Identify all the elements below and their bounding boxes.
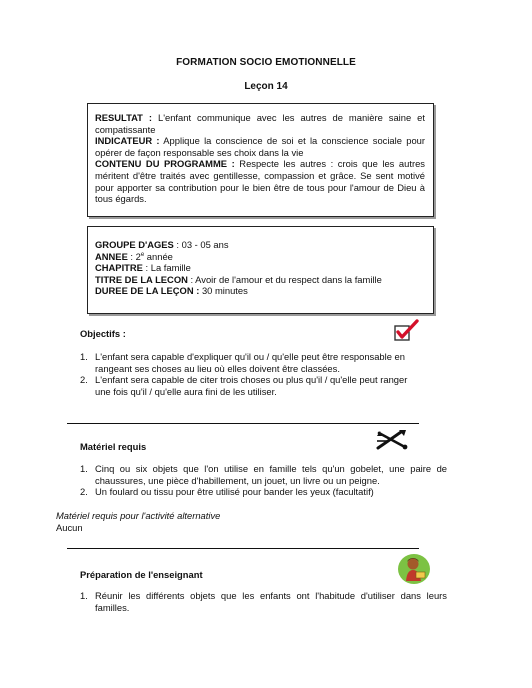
list-item <box>80 590 447 613</box>
teacher-icon <box>397 553 431 585</box>
list-text: Un foulard ou tissu pour être utilisé pour bander les yeux (facultatif) <box>95 486 374 498</box>
checkbox-check-icon <box>393 318 421 344</box>
resultat-line <box>95 112 425 135</box>
groupe-line <box>95 239 425 251</box>
list-number: 2. <box>80 374 88 386</box>
preparation-heading: Préparation de l'enseignant <box>80 569 203 580</box>
list-text: L'enfant sera capable de citer trois choses ou plus qu'il / qu'elle peut ranger une fois qu'il / qu'elle aura fini de les utiliser. <box>95 374 408 397</box>
list-text: Réunir les différents objets que les enfants ont l'habitude d'utiliser dans leurs familles. <box>95 590 447 613</box>
indicateur-text: Applique la conscience de soi et la conscience sociale pour opérer de façon responsable ses choix dans la vie <box>95 135 425 158</box>
section-divider <box>67 423 419 424</box>
annee-value: : 2 <box>127 250 141 262</box>
materiel-list <box>80 463 447 498</box>
objectifs-heading: Objectifs : <box>80 328 126 339</box>
titre-value: : Avoir de l'amour et du respect dans la famille <box>187 273 382 285</box>
duree-label: DUREE DE LA LEÇON : <box>95 285 200 297</box>
list-item <box>80 374 425 397</box>
list-number: 2. <box>80 486 88 498</box>
indicateur-line <box>95 135 425 158</box>
alt-materiel-value: Aucun <box>56 522 83 533</box>
annee-label: ANNEE <box>95 250 128 262</box>
resultat-label: RESULTAT : <box>95 112 153 123</box>
list-item <box>80 463 447 486</box>
list-item <box>80 351 425 374</box>
duree-value: 30 minutes <box>199 285 248 297</box>
contenu-text: Respecte les autres : crois que les autres méritent d'être traités avec gentillesse, compassion et grâce. Se sent motivé pour apporter sa contribution pour le bien être de tous pour l'amour de Dieu à tous égards. <box>95 158 425 205</box>
section-divider <box>67 548 419 549</box>
materiel-heading: Matériel requis <box>80 441 147 452</box>
resultat-text: L'enfant communique avec les autres de manière saine et compatissante <box>95 112 425 135</box>
list-number: 1. <box>80 590 88 601</box>
annee-line <box>95 251 425 263</box>
list-text: Cinq ou six objets que l'on utilise en famille tels qu'un gobelet, une paire de chaussures, une pièce d'habillement, un jouet, un livre ou un peigne. <box>95 463 447 486</box>
titre-line <box>95 274 425 286</box>
groupe-value: : 03 - 05 ans <box>173 239 229 250</box>
lesson-number: Leçon 14 <box>244 81 288 92</box>
duree-line <box>95 285 425 297</box>
contenu-line <box>95 158 425 204</box>
list-number: 1. <box>80 463 88 474</box>
alt-materiel-heading: Matériel requis pour l'activité alternative <box>56 510 221 521</box>
tools-icon <box>375 428 409 452</box>
document-title: FORMATION SOCIO EMOTIONNELLE <box>176 57 356 68</box>
objectifs-list <box>80 351 425 397</box>
summary-box <box>87 103 434 217</box>
titre-label: TITRE DE LA LECON <box>95 273 188 285</box>
indicateur-label: INDICATEUR : <box>95 135 160 147</box>
preparation-list <box>80 590 447 613</box>
contenu-label: CONTENU DU PROGRAMME : <box>95 158 235 170</box>
annee-value-post: année <box>144 250 173 262</box>
annee-sup: e <box>140 251 145 258</box>
chapitre-value: : La famille <box>142 262 191 274</box>
list-item <box>80 486 447 498</box>
chapitre-label: CHAPITRE <box>95 262 143 274</box>
list-number: 1. <box>80 351 88 362</box>
groupe-label: GROUPE D'AGES <box>95 239 174 250</box>
list-text: L'enfant sera capable d'expliquer qu'il ou / qu'elle peut être responsable en rangeant ses choses au lieu où elles doivent être classées. <box>95 351 405 374</box>
chapitre-line <box>95 262 425 274</box>
info-box <box>87 226 434 314</box>
